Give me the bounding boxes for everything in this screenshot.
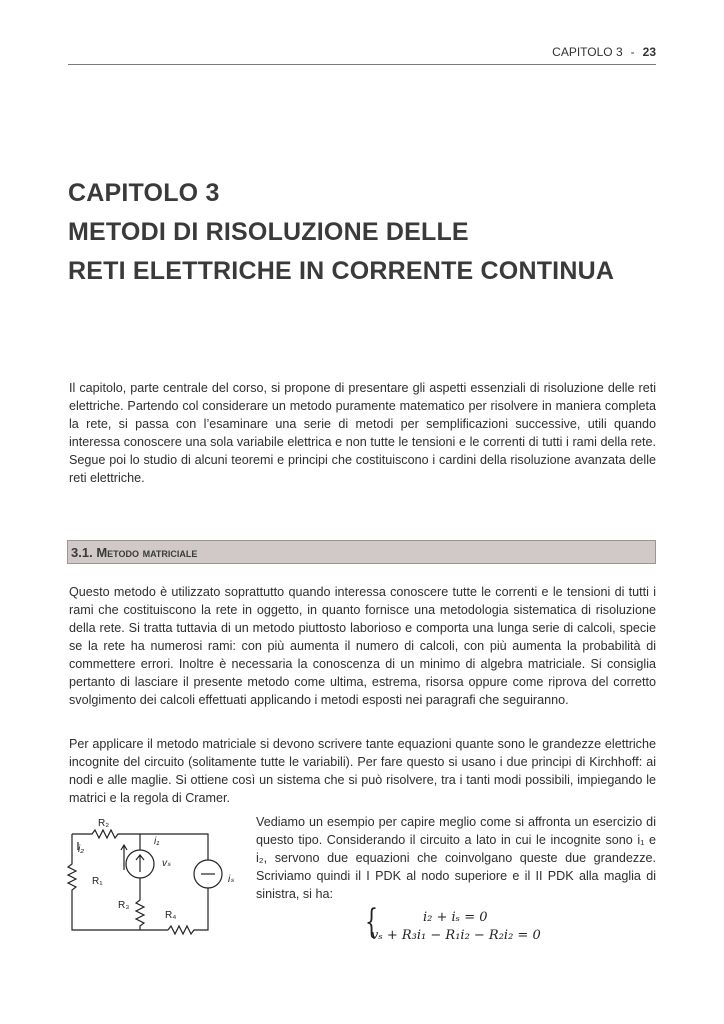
label-r4: R₄: [165, 910, 177, 921]
page-number: 23: [642, 45, 656, 59]
section-title: Metodo matriciale: [96, 544, 198, 560]
equation-system: [365, 902, 555, 946]
label-i2: i₂: [78, 844, 85, 855]
equation-node: i₂ + iₛ = 0: [423, 910, 488, 925]
label-i1: i₁: [154, 836, 160, 847]
label-vs: vₛ: [162, 858, 171, 869]
label-r2: R₂: [98, 818, 110, 829]
section-heading: [67, 540, 656, 564]
chapter-title: [68, 174, 668, 291]
chapter-title-line2: METODI DI RISOLUZIONE DELLE: [68, 218, 469, 246]
label-is: iₛ: [228, 874, 234, 885]
intro-paragraph: Il capitolo, parte centrale del corso, si propone di presentare gli aspetti essenziali di risoluzione delle reti elettriche. Partendo col considerare un metodo puramente matematico per risolvere in maniera completa la rete, si passa con l’esaminare una serie di metodi per semplificazioni successive, utili quando interessa conoscere una sola variabile elettrica e non tutte le tensioni e le correnti di tutti i rami della rete. Segue poi lo studio di alcuni teoremi e principi che costituiscono i cardini della risoluzione avanzata delle reti elettriche.: [69, 381, 656, 485]
label-r3: R₃: [118, 900, 130, 911]
header-separator: -: [630, 45, 635, 59]
section-number: 3.1.: [71, 544, 93, 560]
paragraph-method-application: Per applicare il metodo matriciale si devono scrivere tante equazioni quante sono le grandezze elettriche incognite del circuito (solitamente tutte le variabili). Per fare questo si usano i due principi di Kirchhoff: ai nodi e alle maglie. Si ottiene così un sistema che si può risolvere, tra i tanti modi possibili, impiegando le matrici e la regola di Cramer.: [69, 737, 656, 805]
chapter-title-line1: CAPITOLO 3: [68, 179, 220, 207]
equation-brace: {: [365, 902, 378, 942]
equation-mesh: vₛ + R₃i₁ − R₁i₂ − R₂i₂ = 0: [371, 928, 541, 943]
paragraph-method-description: Questo metodo è utilizzato soprattutto quando interessa conoscere tutte le correnti e le tensioni di tutti i rami che costituiscono la rete in oggetto, in quanto fornisce una metodologia sistematica di risoluzione della rete. Si tratta tuttavia di un metodo piuttosto laborioso e comporta una lunga serie di calcoli, specie se la rete ha numerosi rami: con più aumenta il numero di calcoli, con più aumenta la probabilità di commettere errori. Inoltre è necessaria la conoscenza di un minimo di algebra matriciale. Si consiglia pertanto di lasciare il presente metodo come ultima, estrema, risorsa oppure come riprova del corretto svolgimento dei calcoli effettuati applicando i metodi esposti nei paragrafi che seguiranno.: [69, 585, 656, 707]
header-chapter: CAPITOLO 3: [552, 45, 623, 59]
label-r1: R₁: [92, 876, 103, 887]
page-header: [68, 40, 656, 65]
paragraph-example: Vediamo un esempio per capire meglio come si affronta un esercizio di questo tipo. Considerando il circuito a lato in cui le incognite sono i₁ e i₂, servono due equazioni che coinvolgano queste due grandezze. Scriviamo quindi il I PDK al nodo superiore e il II PDK alla maglia di sinistra, si ha:: [256, 815, 656, 901]
circuit-diagram: [62, 812, 247, 942]
chapter-title-line3: RETI ELETTRICHE IN CORRENTE CONTINUA: [68, 257, 615, 285]
